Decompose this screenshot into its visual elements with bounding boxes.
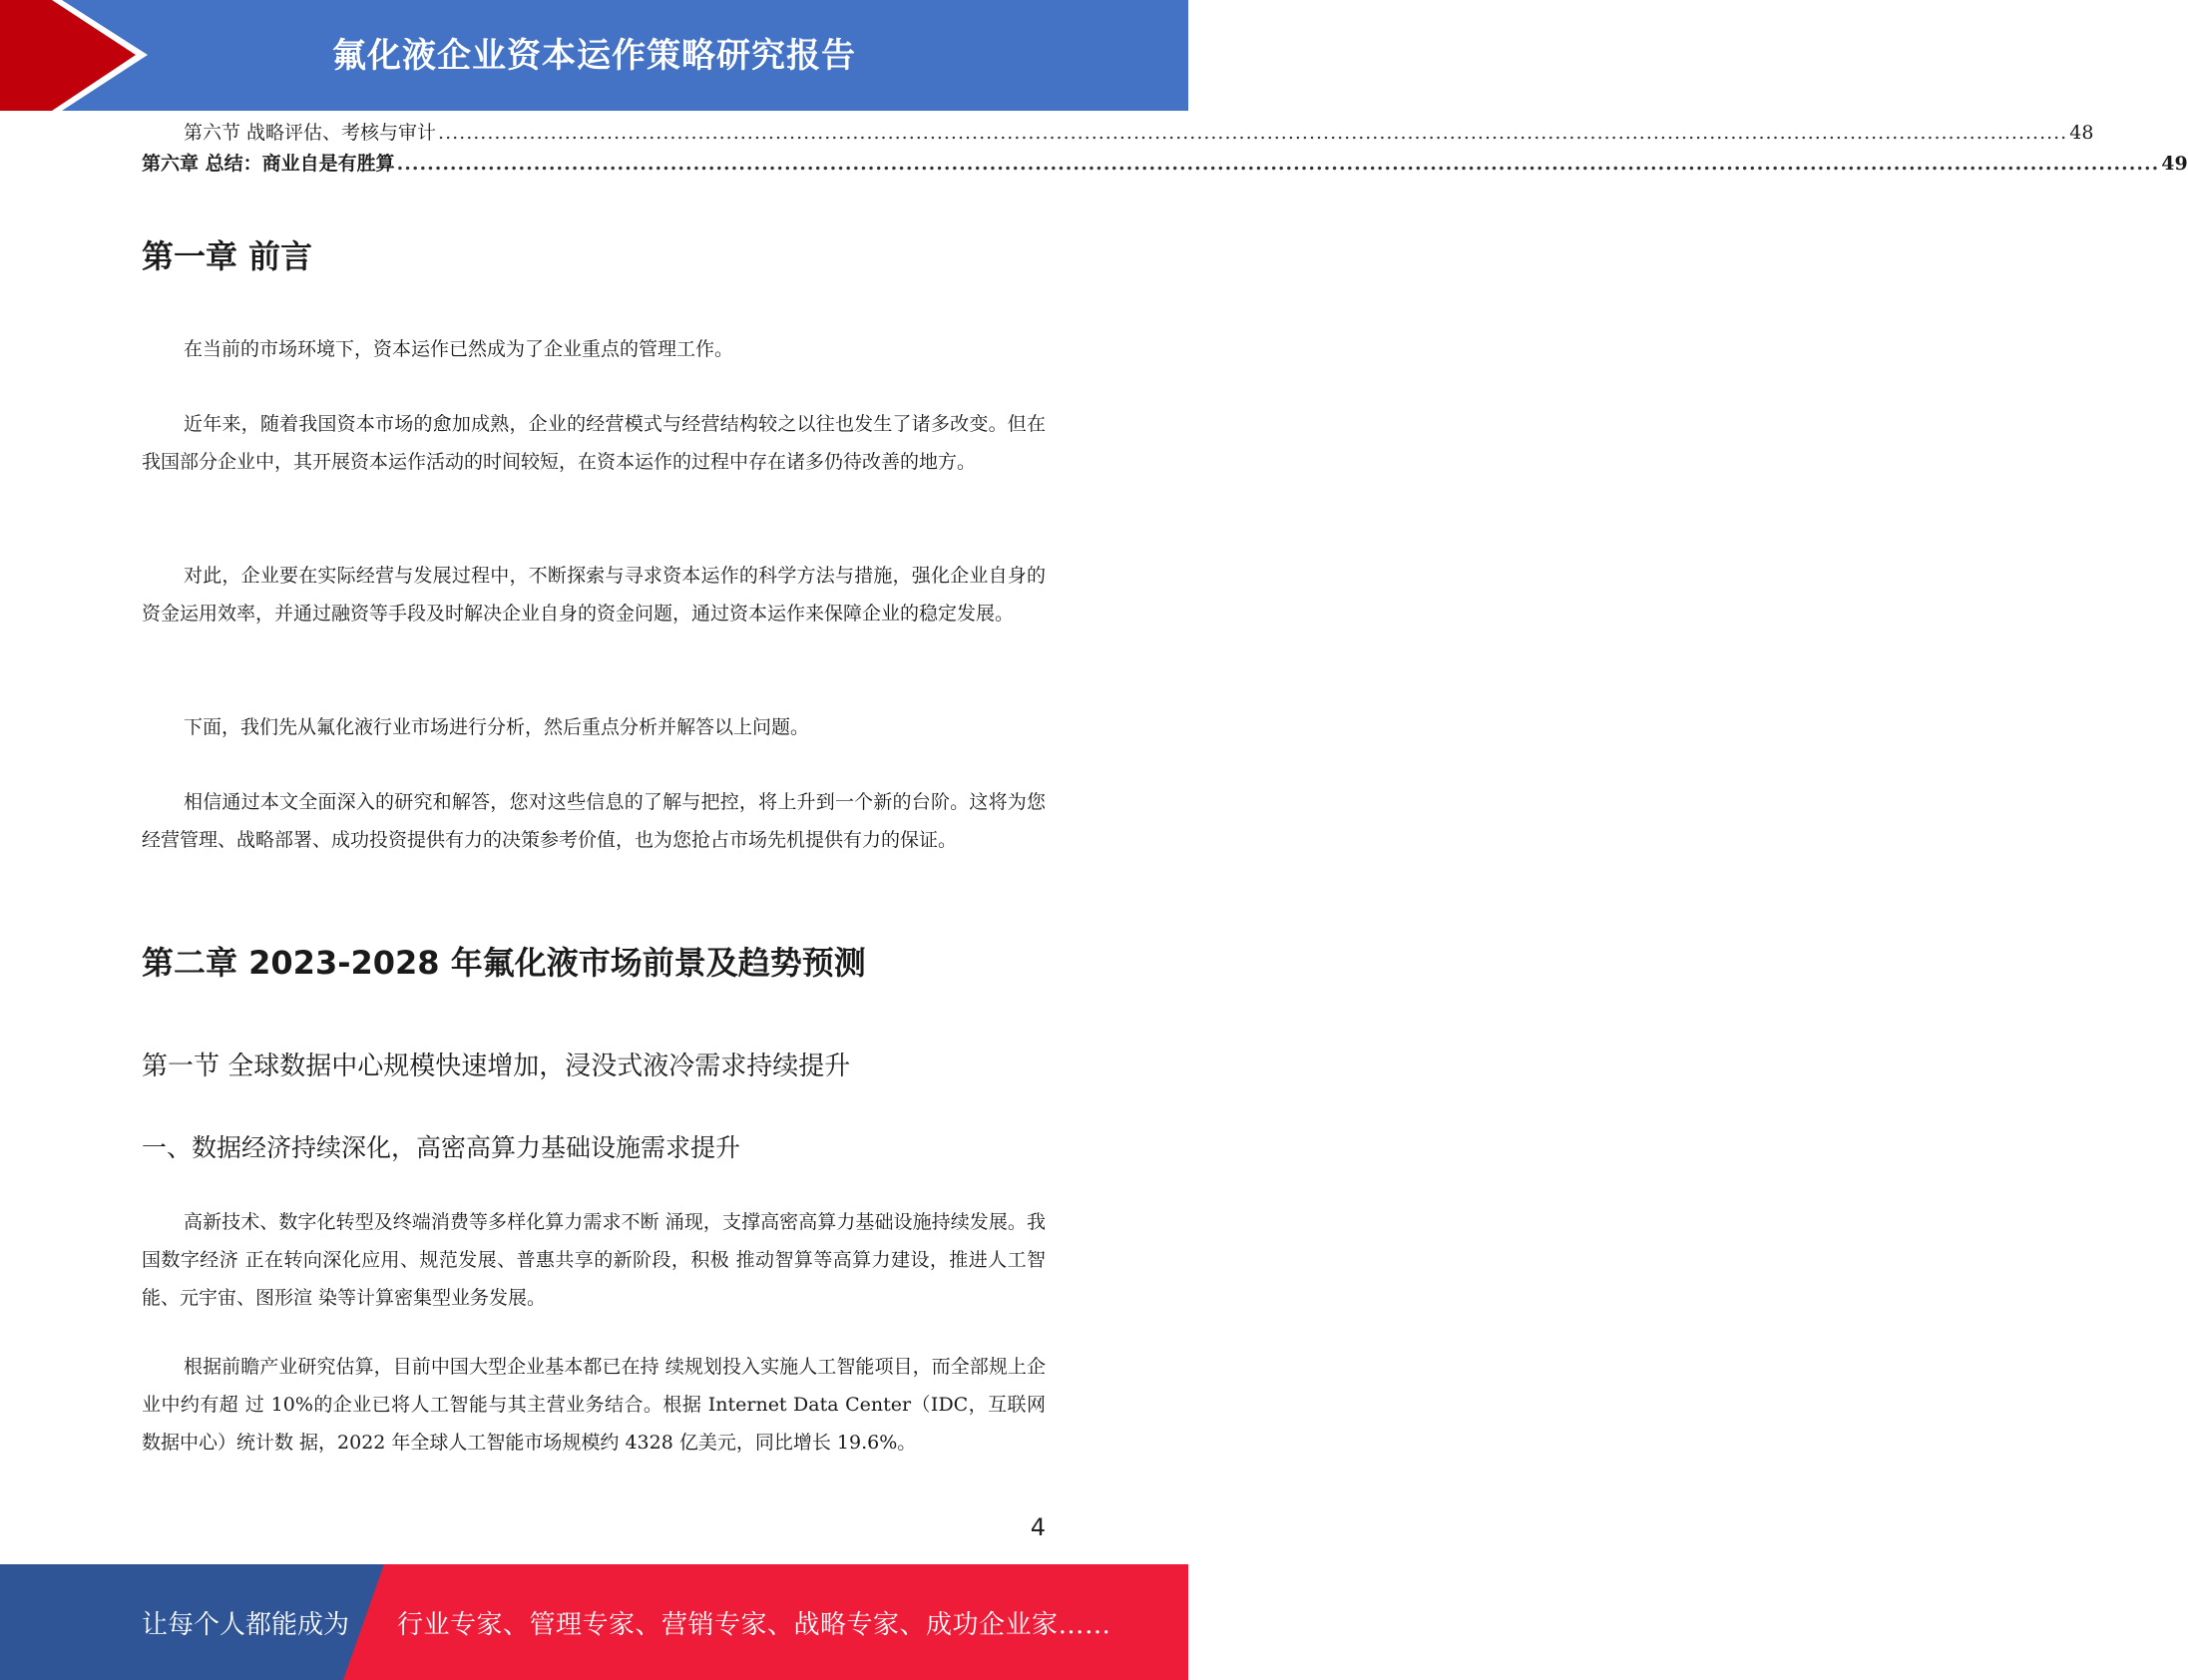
toc-entry[interactable] xyxy=(142,149,2188,180)
page-number: 4 xyxy=(1030,1513,1046,1541)
paragraph: 近年来，随着我国资本市场的愈加成熟，企业的经营模式与经营结构较之以往也发生了诸多改变。但在我国部分企业中，其开展资本运作活动的时间较短，在资本运作的过程中存在诸多仍待改善的地方。 xyxy=(142,413,1046,473)
paragraph: 根据前瞻产业研究估算，目前中国大型企业基本都已在持 续规划投入实施人工智能项目，而全部规上企业中约有超 过 10%的企业已将人工智能与其主营业务结合。根据 Internet Data Center（IDC，互联网数据中心）统计数 据，2022 年全球人工智能市场规模约 4328 亿美元，同比增长 19.6%。 xyxy=(142,1356,1046,1454)
paragraph: 下面，我们先从氟化液行业市场进行分析，然后重点分析并解答以上问题。 xyxy=(184,716,810,738)
subsection-heading: 一、数据经济持续深化，高密高算力基础设施需求提升 xyxy=(142,1133,741,1162)
toc-entry-label: 第六章 总结：商业自是有胜算 xyxy=(142,153,395,175)
paragraph: 对此，企业要在实际经营与发展过程中，不断探索与寻求资本运作的科学方法与措施，强化企业自身的资金运用效率，并通过融资等手段及时解决企业自身的资金问题，通过资本运作来保障企业的稳定发展。 xyxy=(142,565,1046,625)
toc-entry-page: 48 xyxy=(2069,122,2094,144)
report-title: 氟化液企业资本运作策略研究报告 xyxy=(332,35,856,76)
paragraph: 在当前的市场环境下，资本运作已然成为了企业重点的管理工作。 xyxy=(184,338,734,360)
toc-leader-dots: ........................................................................................................................................................................................................................................ xyxy=(438,122,2068,144)
paragraph: 相信通过本文全面深入的研究和解答，您对这些信息的了解与把控，将上升到一个新的台阶。这将为您经营管理、战略部署、成功投资提供有力的决策参考价值，也为您抢占市场先机提供有力的保证。 xyxy=(142,791,1046,851)
header-arrow-icon xyxy=(0,0,160,111)
toc-entry-page: 49 xyxy=(2161,153,2188,175)
toc-entry[interactable] xyxy=(142,118,2094,149)
toc xyxy=(142,118,2188,180)
chapter-heading: 第二章 2023-2028 年氟化液市场前景及趋势预测 xyxy=(142,944,866,982)
footer-slogan-left: 让每个人都能成为 xyxy=(142,1609,350,1640)
footer-slogan-right: 行业专家、管理专家、营销专家、战略专家、成功企业家…… xyxy=(397,1609,1111,1640)
toc-entry-label: 第六节 战略评估、考核与审计 xyxy=(184,122,437,144)
footer-banner xyxy=(0,1564,1188,1680)
chapter-heading: 第一章 前言 xyxy=(142,237,313,275)
header-banner xyxy=(0,0,1188,111)
section-heading: 第一节 全球数据中心规模快速增加，浸没式液冷需求持续提升 xyxy=(142,1051,851,1081)
page-content xyxy=(142,118,2188,1454)
toc-leader-dots: ........................................................................................................................................................................................................................................ xyxy=(396,153,2160,175)
paragraph: 高新技术、数字化转型及终端消费等多样化算力需求不断 涌现，支撑高密高算力基础设施持续发展。我国数字经济 正在转向深化应用、规范发展、普惠共享的新阶段，积极 推动智算等高算力建设，推进人工智能、元宇宙、图形渲 染等计算密集型业务发展。 xyxy=(142,1211,1046,1309)
